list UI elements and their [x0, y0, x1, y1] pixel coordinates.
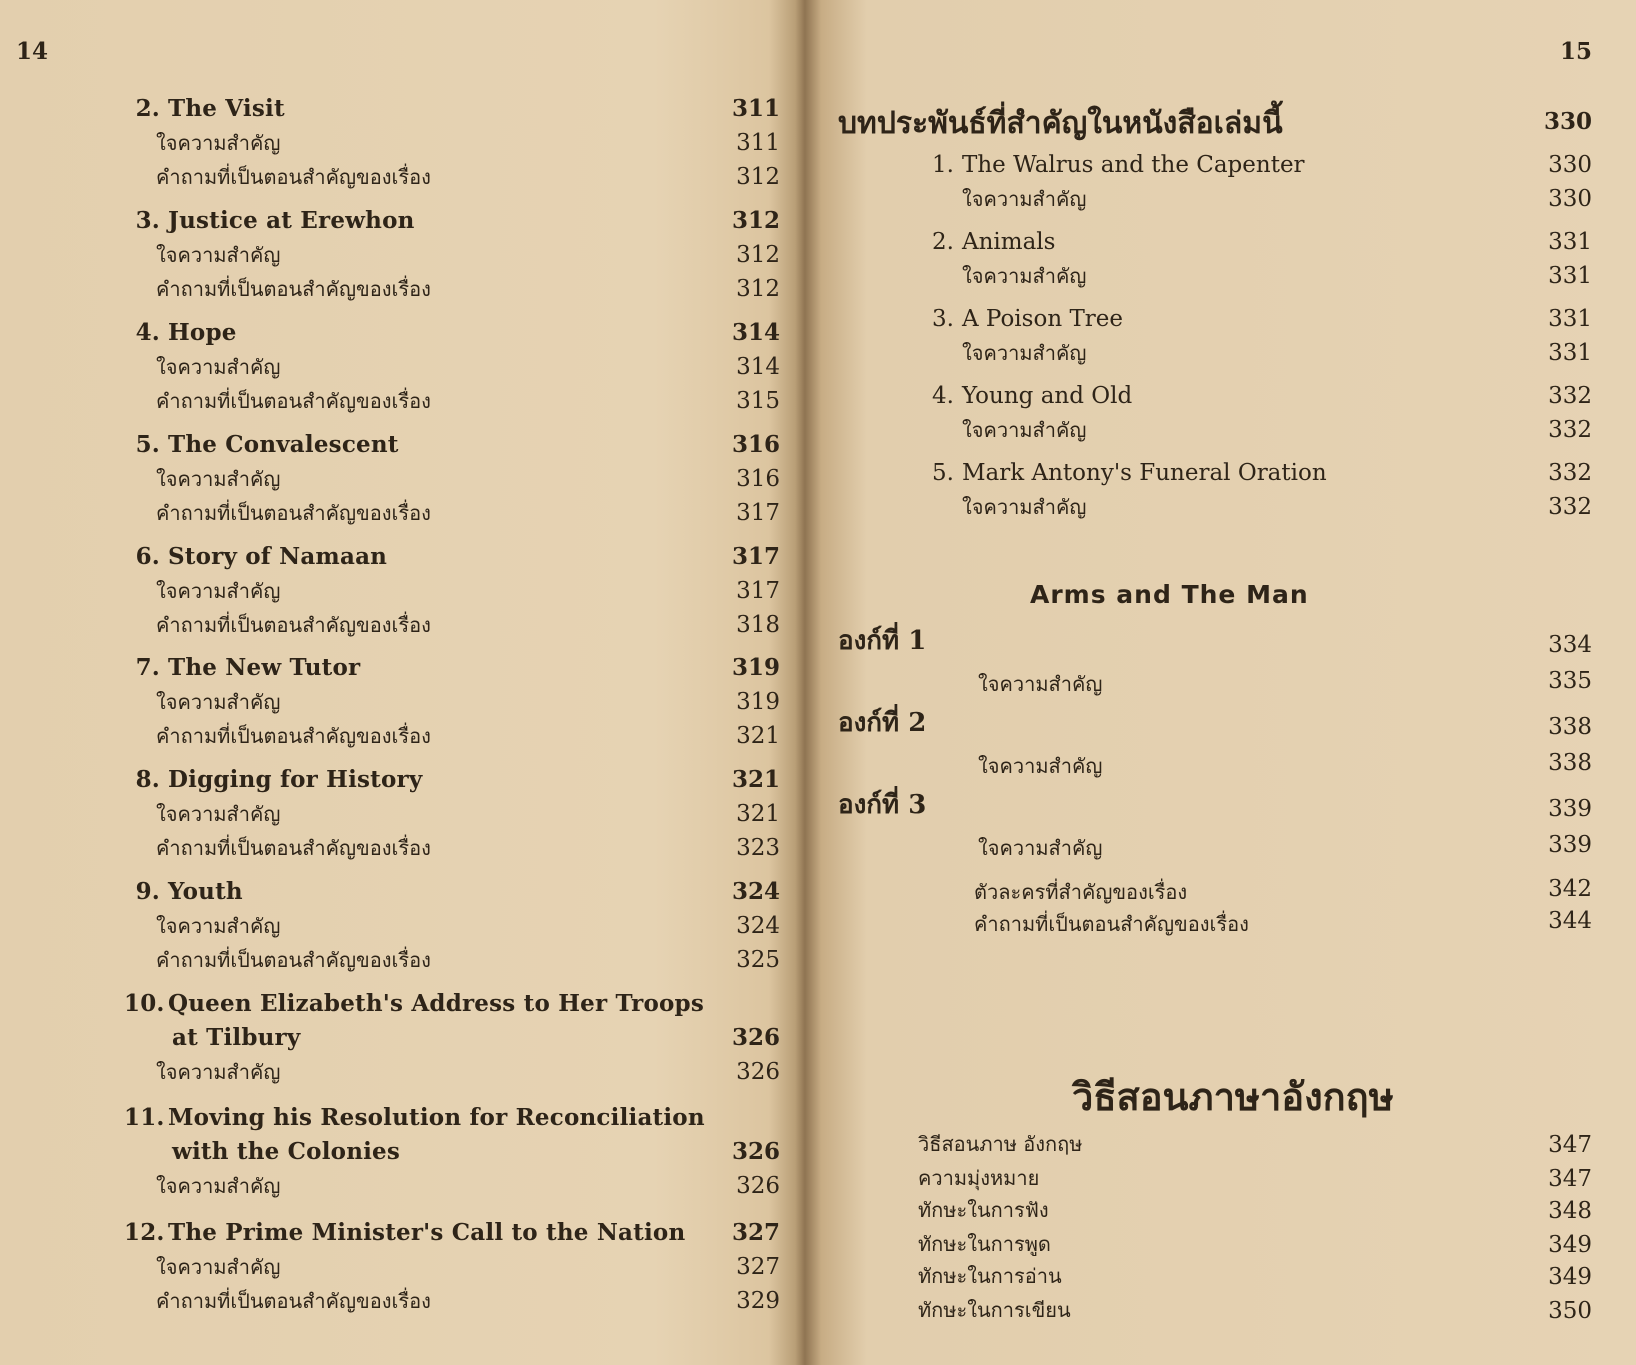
poem-sub-label: ใจความสำคัญ — [962, 418, 1087, 442]
toc-entry — [124, 92, 790, 194]
method-label: ทักษะในการฟัง — [918, 1198, 1049, 1222]
act-page: 334 — [1548, 632, 1592, 658]
poem-title: Animals — [962, 229, 1056, 255]
left-page — [0, 0, 800, 1365]
poem-number: 2. — [932, 229, 954, 255]
entry-sub-page: 312 — [736, 276, 780, 302]
entry-page: 312 — [731, 207, 780, 234]
entry-sub-page: 318 — [736, 612, 780, 638]
poem-number: 3. — [932, 306, 954, 332]
entry-sub-label: คำถามที่เป็นตอนสำคัญของเรื่อง — [156, 1289, 431, 1313]
entry-sub-page: 323 — [736, 835, 780, 861]
act-sub-label: ใจความสำคัญ — [978, 836, 1103, 860]
act-sub-label: ใจความสำคัญ — [978, 754, 1103, 778]
toc-entry — [124, 987, 790, 1089]
entry-sub-row — [124, 1055, 790, 1089]
method-label: ความมุ่งหมาย — [918, 1166, 1040, 1190]
entry-title-row — [124, 316, 790, 350]
poem-page: 332 — [1548, 460, 1592, 486]
toc-entry — [124, 763, 790, 865]
toc-entry — [124, 428, 790, 530]
entry-sub-row — [124, 462, 790, 496]
entry-title-cont: at Tilbury — [172, 1024, 301, 1051]
entry-sub-page: 316 — [736, 466, 780, 492]
poem-sub-page: 330 — [1548, 186, 1592, 212]
act-sub-label: ใจความสำคัญ — [978, 672, 1103, 696]
entry-sub-page: 326 — [736, 1173, 780, 1199]
act-page: 339 — [1548, 796, 1592, 822]
poem-title: Mark Antony's Funeral Oration — [962, 460, 1327, 486]
act-label: องก์ที่ 2 — [838, 708, 927, 738]
poem-sub-row — [930, 336, 1592, 370]
entry-sub-row — [124, 943, 790, 977]
entry-title: The New Tutor — [168, 654, 361, 681]
entry-sub-page: 324 — [736, 913, 780, 939]
entry-title-row — [124, 763, 790, 797]
entry-title-row — [124, 92, 790, 126]
method-label: วิธีสอนภาษ อังกฤษ — [918, 1132, 1083, 1156]
entry-title-row — [124, 875, 790, 909]
act-sub-page: 335 — [1548, 668, 1592, 694]
poem-title-row — [930, 302, 1592, 336]
entry-sub-label: คำถามที่เป็นตอนสำคัญของเรื่อง — [156, 389, 431, 413]
poem-title-row — [930, 225, 1592, 259]
play-title: Arms and The Man — [1030, 580, 1309, 609]
toc-entry — [124, 1101, 790, 1203]
toc-entry — [124, 1216, 790, 1318]
toc-entry — [124, 540, 790, 642]
poem-title: The Walrus and the Capenter — [962, 152, 1305, 178]
entry-sub-row — [124, 574, 790, 608]
entry-sub-page: 317 — [736, 500, 780, 526]
poem-sub-row — [930, 413, 1592, 447]
poem-sub-page: 331 — [1548, 263, 1592, 289]
entry-sub-label: คำถามที่เป็นตอนสำคัญของเรื่อง — [156, 724, 431, 748]
entry-number: 11. — [124, 1104, 165, 1131]
act-extra-page: 344 — [1548, 908, 1592, 934]
entry-title: The Visit — [168, 95, 285, 122]
toc-entry — [124, 204, 790, 306]
entry-number: 10. — [124, 990, 165, 1017]
entry-sub-label: ใจความสำคัญ — [156, 579, 281, 603]
entry-sub-row — [124, 685, 790, 719]
page-number: 14 — [16, 38, 49, 65]
entry-sub-label: คำถามที่เป็นตอนสำคัญของเรื่อง — [156, 501, 431, 525]
poem-sub-row — [930, 490, 1592, 524]
poem-entry — [930, 456, 1592, 524]
entry-sub-row — [124, 1169, 790, 1203]
entry-sub-label: คำถามที่เป็นตอนสำคัญของเรื่อง — [156, 613, 431, 637]
poems-heading-page: 330 — [1543, 108, 1592, 135]
entry-title: Queen Elizabeth's Address to Her Troops — [168, 990, 704, 1017]
poem-title-row — [930, 379, 1592, 413]
act-sub-page: 339 — [1548, 832, 1592, 858]
act-extra-label: ตัวละครที่สำคัญของเรื่อง — [974, 880, 1188, 904]
entry-title: Digging for History — [168, 766, 423, 793]
poem-sub-row — [930, 182, 1592, 216]
entry-sub-label: ใจความสำคัญ — [156, 690, 281, 714]
entry-title-row — [124, 651, 790, 685]
entry-number: 3. — [135, 207, 160, 234]
entry-sub-label: ใจความสำคัญ — [156, 243, 281, 267]
act-sub-page: 338 — [1548, 750, 1592, 776]
entry-page: 324 — [731, 878, 780, 905]
poem-title-row — [930, 456, 1592, 490]
entry-sub-row — [124, 1284, 790, 1318]
poem-number: 5. — [932, 460, 954, 486]
entry-sub-row — [124, 272, 790, 306]
entry-page: 316 — [731, 431, 780, 458]
entry-sub-page: 326 — [736, 1059, 780, 1085]
entry-sub-row — [124, 496, 790, 530]
method-label: ทักษะในการพูด — [918, 1232, 1051, 1256]
method-page: 348 — [1548, 1198, 1592, 1224]
entry-title-row — [124, 540, 790, 574]
entry-sub-row — [124, 238, 790, 272]
entry-sub-label: ใจความสำคัญ — [156, 355, 281, 379]
entry-title: Moving his Resolution for Reconciliation — [168, 1104, 705, 1131]
poem-title-row — [930, 148, 1592, 182]
poem-entry — [930, 379, 1592, 447]
entry-title-row — [124, 428, 790, 462]
entry-page: 321 — [731, 766, 780, 793]
entry-sub-page: 312 — [736, 164, 780, 190]
entry-title-row — [124, 1135, 790, 1169]
entry-number: 9. — [135, 878, 160, 905]
poem-title: Young and Old — [962, 383, 1133, 409]
poems-heading: บทประพันธ์ที่สำคัญในหนังสือเล่มนี้ — [838, 106, 1283, 141]
entry-number: 5. — [135, 431, 160, 458]
entry-sub-label: คำถามที่เป็นตอนสำคัญของเรื่อง — [156, 277, 431, 301]
right-page — [800, 0, 1636, 1365]
entry-number: 8. — [135, 766, 160, 793]
entry-sub-page: 312 — [736, 242, 780, 268]
poem-entry — [930, 148, 1592, 216]
entry-sub-page: 327 — [736, 1254, 780, 1280]
entry-sub-label: คำถามที่เป็นตอนสำคัญของเรื่อง — [156, 165, 431, 189]
poem-number: 1. — [932, 152, 954, 178]
entry-title-row — [124, 1021, 790, 1055]
entry-sub-page: 317 — [736, 578, 780, 604]
page-number: 15 — [1559, 38, 1592, 65]
entry-sub-label: ใจความสำคัญ — [156, 1174, 281, 1198]
entry-sub-row — [124, 350, 790, 384]
entry-page: 326 — [731, 1138, 780, 1165]
entry-sub-page: 329 — [736, 1288, 780, 1314]
toc-entry — [124, 316, 790, 418]
entry-sub-label: คำถามที่เป็นตอนสำคัญของเรื่อง — [156, 836, 431, 860]
entry-number: 12. — [124, 1219, 165, 1246]
entry-sub-row — [124, 1250, 790, 1284]
entry-sub-label: ใจความสำคัญ — [156, 1255, 281, 1279]
entry-sub-label: ใจความสำคัญ — [156, 131, 281, 155]
entry-page: 326 — [731, 1024, 780, 1051]
entry-title-cont: with the Colonies — [172, 1138, 401, 1165]
entry-sub-page: 311 — [736, 130, 780, 156]
entry-sub-page: 321 — [736, 801, 780, 827]
entry-sub-page: 321 — [736, 723, 780, 749]
method-label: ทักษะในการเขียน — [918, 1298, 1071, 1322]
entry-title: Youth — [168, 878, 243, 905]
entry-sub-label: ใจความสำคัญ — [156, 802, 281, 826]
toc-entry — [124, 651, 790, 753]
entry-sub-label: คำถามที่เป็นตอนสำคัญของเรื่อง — [156, 948, 431, 972]
entry-title: Justice at Erewhon — [168, 207, 415, 234]
poem-sub-page: 332 — [1548, 494, 1592, 520]
poem-sub-label: ใจความสำคัญ — [962, 495, 1087, 519]
poem-entry — [930, 225, 1592, 293]
entry-sub-row — [124, 608, 790, 642]
method-label: ทักษะในการอ่าน — [918, 1264, 1062, 1288]
poem-title: A Poison Tree — [962, 306, 1123, 332]
entry-number: 2. — [135, 95, 160, 122]
entry-title-row — [124, 1216, 790, 1250]
entry-sub-label: ใจความสำคัญ — [156, 914, 281, 938]
entry-page: 317 — [731, 543, 780, 570]
method-page: 349 — [1548, 1232, 1592, 1258]
entry-page: 319 — [731, 654, 780, 681]
toc-entry — [124, 875, 790, 977]
entry-title: The Convalescent — [168, 431, 399, 458]
entry-sub-row — [124, 909, 790, 943]
entry-number: 6. — [135, 543, 160, 570]
entry-number: 4. — [135, 319, 160, 346]
poem-sub-page: 331 — [1548, 340, 1592, 366]
entry-title-row — [124, 204, 790, 238]
poem-page: 331 — [1548, 306, 1592, 332]
poem-entry — [930, 302, 1592, 370]
poem-page: 330 — [1548, 152, 1592, 178]
poem-sub-page: 332 — [1548, 417, 1592, 443]
act-label: องก์ที่ 1 — [838, 626, 927, 656]
entry-sub-label: ใจความสำคัญ — [156, 467, 281, 491]
poem-sub-label: ใจความสำคัญ — [962, 187, 1087, 211]
poem-sub-row — [930, 259, 1592, 293]
entry-title-row — [124, 1101, 790, 1135]
entry-page: 314 — [731, 319, 780, 346]
poem-page: 332 — [1548, 383, 1592, 409]
entry-sub-row — [124, 126, 790, 160]
entry-page: 327 — [731, 1219, 780, 1246]
entry-title: Hope — [168, 319, 237, 346]
method-page: 350 — [1548, 1298, 1592, 1324]
entry-sub-label: ใจความสำคัญ — [156, 1060, 281, 1084]
poem-page: 331 — [1548, 229, 1592, 255]
entry-sub-row — [124, 160, 790, 194]
method-page: 349 — [1548, 1264, 1592, 1290]
entry-sub-page: 315 — [736, 388, 780, 414]
entry-title: The Prime Minister's Call to the Nation — [168, 1219, 686, 1246]
entry-sub-row — [124, 797, 790, 831]
poem-sub-label: ใจความสำคัญ — [962, 264, 1087, 288]
act-page: 338 — [1548, 714, 1592, 740]
method-page: 347 — [1548, 1166, 1592, 1192]
entry-title-row — [124, 987, 790, 1021]
entry-sub-page: 319 — [736, 689, 780, 715]
method-page: 347 — [1548, 1132, 1592, 1158]
method-heading: วิธีสอนภาษาอังกฤษ — [1072, 1074, 1394, 1119]
entry-sub-row — [124, 831, 790, 865]
entry-sub-row — [124, 719, 790, 753]
entry-number: 7. — [135, 654, 160, 681]
entry-page: 311 — [731, 95, 780, 122]
poem-sub-label: ใจความสำคัญ — [962, 341, 1087, 365]
entry-sub-page: 314 — [736, 354, 780, 380]
act-extra-label: คำถามที่เป็นตอนสำคัญของเรื่อง — [974, 912, 1249, 936]
entry-sub-row — [124, 384, 790, 418]
act-extra-page: 342 — [1548, 876, 1592, 902]
poem-number: 4. — [932, 383, 954, 409]
entry-sub-page: 325 — [736, 947, 780, 973]
act-label: องก์ที่ 3 — [838, 790, 927, 820]
entry-title: Story of Namaan — [168, 543, 388, 570]
